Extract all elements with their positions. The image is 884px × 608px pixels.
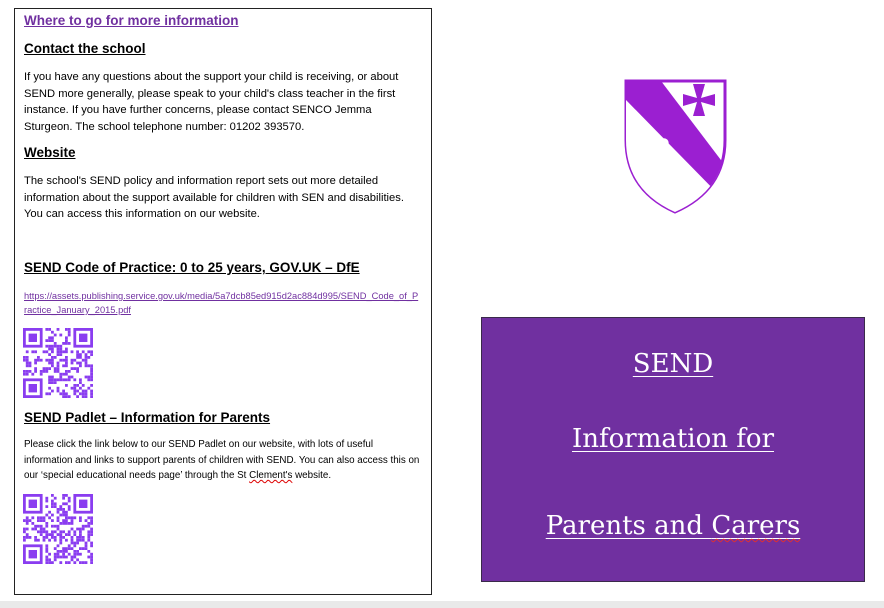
spelling-mark: Clement's <box>249 470 293 481</box>
school-crest-icon <box>623 78 728 216</box>
cover-title-parents <box>482 511 864 541</box>
padlet-body <box>24 437 421 484</box>
padlet-body-text: Please click the link below to our SEND Padlet on our website, with lots of useful information and links to support parents of children with SEND. You can also access this on our ‘special educational needs page’ through the St <box>24 439 420 481</box>
contact-body: If you have any questions about the support your child is receiving, or about SEND more generally, please speak to your child's class teacher in the first instance. If you have further concerns, please contact SENCO Jemma Sturgeon. The school telephone number: 01202 393570. <box>24 71 399 133</box>
page-gap <box>0 601 884 608</box>
code-of-practice-heading: SEND Code of Practice: 0 to 25 years, GOV.UK – DfE <box>24 260 360 275</box>
contact-heading: Contact the school <box>24 41 146 56</box>
cover-title-information: Information for <box>571 424 774 454</box>
cover-title-parents-text: Parents and <box>545 511 712 541</box>
qr-code-icon[interactable] <box>23 494 93 564</box>
qr-code-icon[interactable] <box>23 328 93 398</box>
cover-panel <box>481 317 865 582</box>
padlet-heading: SEND Padlet – Information for Parents <box>24 410 271 425</box>
info-page <box>14 8 432 595</box>
code-of-practice-link[interactable]: https://assets.publishing.service.gov.uk/media/5a7dcb85ed915d2ac884d995/SEND_Code_of_Practice_January_2015.pdf <box>24 291 419 315</box>
cover-title-send: SEND <box>632 349 714 379</box>
website-heading: Website <box>24 145 76 160</box>
padlet-body-end: website. <box>292 470 332 481</box>
spelling-mark: Carers <box>711 511 801 541</box>
page-title: Where to go for more information <box>24 13 239 28</box>
website-body: The school's SEND policy and information report sets out more detailed information about the support available for children with SEN and disabilities. You can access this information on our website. <box>24 175 404 220</box>
